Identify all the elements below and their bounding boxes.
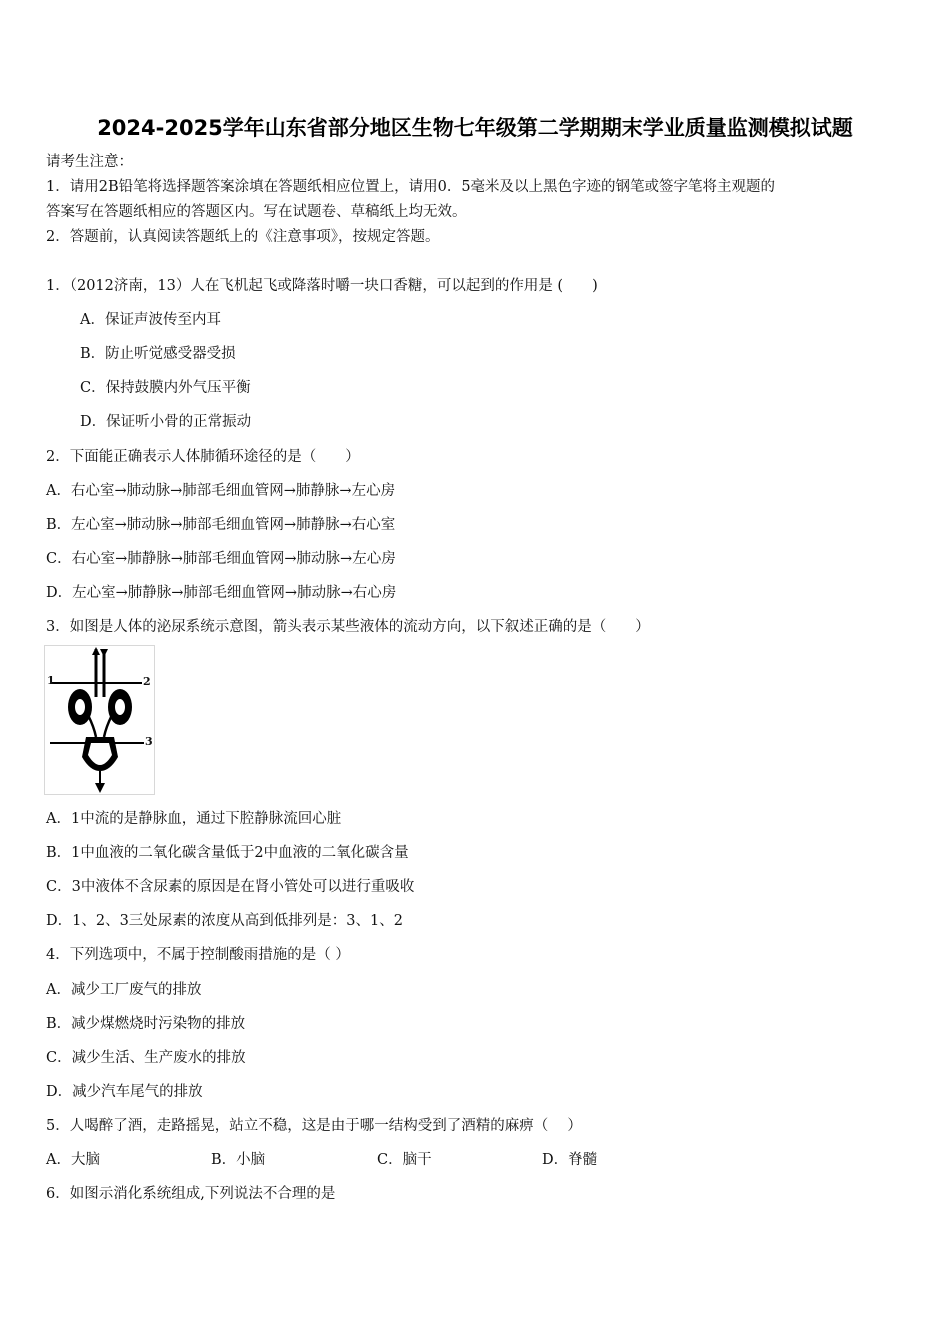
q3-option-b: B．1中血液的二氧化碳含量低于2中血液的二氧化碳含量	[46, 845, 409, 861]
document-title: 2024-2025学年山东省部分地区生物七年级第二学期期末学业质量监测模拟试题	[97, 116, 853, 140]
q2-option-c: C．右心室→肺静脉→肺部毛细血管网→肺动脉→左心房	[46, 551, 396, 567]
q5-option-a: A．大脑	[46, 1152, 100, 1168]
urinary-system-figure	[44, 645, 155, 795]
q3-option-c: C．3中液体不含尿素的原因是在肾小管处可以进行重吸收	[46, 879, 415, 895]
q4-option-c: C．减少生活、生产废水的排放	[46, 1050, 246, 1066]
figure-label-2: 2	[143, 675, 151, 688]
figure-label-3: 3	[145, 735, 153, 748]
notice-item-2: 2．答题前，认真阅读答题纸上的《注意事项》，按规定答题。	[46, 229, 440, 245]
q5-option-c: C．脑干	[377, 1152, 432, 1168]
figure-label-1: 1	[47, 674, 55, 687]
q4-option-a: A．减少工厂废气的排放	[46, 982, 202, 998]
notice-item-1a: 1．请用2B铅笔将选择题答案涂填在答题纸相应位置上，请用0．5毫米及以上黑色字迹的钢笔或签字笔将主观题的	[46, 179, 776, 195]
q2-option-d: D．左心室→肺静脉→肺部毛细血管网→肺动脉→右心房	[46, 585, 397, 601]
q5-options-row	[46, 1150, 646, 1170]
q5-option-d: D．脊髓	[542, 1152, 598, 1168]
q1-option-b: B．防止听觉感受器受损	[80, 346, 236, 362]
q6-stem: 6．如图示消化系统组成,下列说法不合理的是	[46, 1186, 336, 1202]
q1-option-c: C．保持鼓膜内外气压平衡	[80, 380, 251, 396]
q4-stem: 4．下列选项中，不属于控制酸雨措施的是（ ）	[46, 947, 350, 963]
q1-option-a: A．保证声波传至内耳	[80, 312, 221, 328]
q2-option-a: A．右心室→肺动脉→肺部毛细血管网→肺静脉→左心房	[46, 483, 396, 499]
notice-heading: 请考生注意：	[46, 154, 133, 170]
q3-option-a: A．1中流的是静脉血，通过下腔静脉流回心脏	[46, 811, 342, 827]
q5-option-b: B．小脑	[211, 1152, 266, 1168]
q4-option-b: B．减少煤燃烧时污染物的排放	[46, 1016, 246, 1032]
q1-option-d: D．保证听小骨的正常振动	[80, 414, 252, 430]
q2-stem: 2．下面能正确表示人体肺循环途径的是（ ）	[46, 449, 360, 465]
q3-stem: 3．如图是人体的泌尿系统示意图，箭头表示某些液体的流动方向，以下叙述正确的是（ ）	[46, 619, 650, 635]
q1-stem: 1．（2012济南，13）人在飞机起飞或降落时嚼一块口香糖，可以起到的作用是 ( )	[46, 278, 598, 294]
q5-stem: 5．人喝醉了酒，走路摇晃，站立不稳，这是由于哪一结构受到了酒精的麻痹（ ）	[46, 1118, 582, 1134]
q3-option-d: D．1、2、3三处尿素的浓度从高到低排列是：3、1、2	[46, 913, 403, 929]
notice-item-1b: 答案写在答题纸相应的答题区内。写在试题卷、草稿纸上均无效。	[46, 204, 467, 220]
q4-option-d: D．减少汽车尾气的排放	[46, 1084, 203, 1100]
q2-option-b: B．左心室→肺动脉→肺部毛细血管网→肺静脉→右心室	[46, 517, 396, 533]
